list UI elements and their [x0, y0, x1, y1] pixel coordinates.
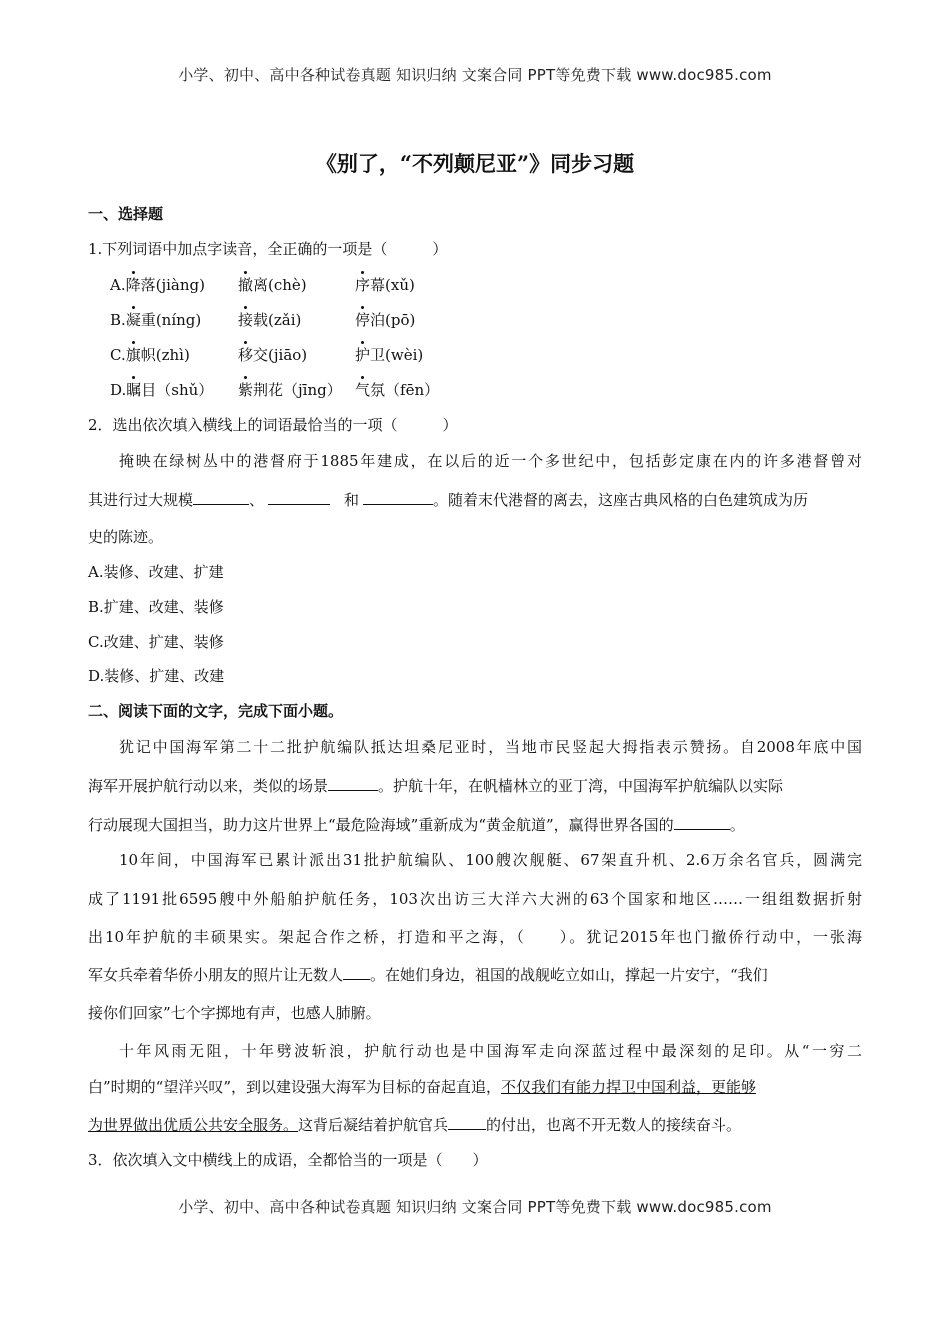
option-word-2: 荆花（jīng） — [253, 381, 342, 399]
option-word-3: 泊(pō) — [370, 311, 416, 329]
dotted-char: 凝 — [125, 311, 141, 329]
option-letter: B. — [110, 311, 126, 329]
dotted-char: 接 — [238, 311, 254, 329]
page-title: 《别了，“不列颠尼亚”》同步习题 — [315, 151, 635, 176]
option-word-1: 落(jiàng) — [140, 276, 205, 294]
option-letter: C. — [110, 346, 126, 364]
dotted-char: 停 — [355, 311, 371, 329]
option-word-1: 目（shǔ） — [141, 381, 214, 399]
option-word-2: 离(chè) — [253, 276, 307, 294]
q1-option-b[interactable] — [110, 309, 416, 330]
q2-option-c[interactable]: C.改建、扩建、装修 — [88, 633, 224, 651]
dotted-char: 旗 — [125, 346, 141, 364]
dotted-char: 序 — [355, 276, 371, 294]
option-letter: D. — [110, 381, 127, 399]
q1-option-d[interactable] — [110, 379, 440, 400]
option-word-1: 帜(zhì) — [140, 346, 190, 364]
reading-line-1: 犹记中国海军第二十二批护航编队抵达坦桑尼亚时，当地市民竖起大拇指表示赞扬。自2008年底中国 — [119, 738, 862, 756]
fill-blank[interactable] — [268, 489, 330, 505]
q2-passage-line-3: 史的陈迹。 — [88, 528, 164, 546]
q2-passage-line-1: 掩映在绿树丛中的港督府于1885年建成，在以后的近一个多世纪中，包括彭定康在内的许多港督曾对 — [119, 452, 862, 470]
fill-blank[interactable] — [674, 814, 730, 830]
q2-option-a[interactable]: A.装修、改建、扩建 — [88, 563, 224, 581]
reading-line-8: 接你们回家”七个字掷地有声，也感人肺腑。 — [88, 1004, 381, 1022]
reading-line-3: 行动展现大国担当，助力这片世界上“最危险海域”重新成为“黄金航道”，赢得世界各国的 。 — [88, 816, 745, 834]
section1-heading: 一、选择题 — [88, 205, 164, 223]
reading-line-9: 十年风雨无阻，十年劈波斩浪，护航行动也是中国海军走向深蓝过程中最深刻的足印。从“一穷二 — [119, 1042, 862, 1060]
dotted-char: 紫 — [238, 381, 254, 399]
dotted-char: 撤 — [238, 276, 254, 294]
page-header: 小学、初中、高中各种试卷真题 知识归纳 文案合同 PPT等免费下载 www.doc985.com — [178, 66, 772, 84]
fill-blank[interactable] — [328, 775, 378, 791]
fill-blank[interactable] — [193, 489, 249, 505]
fill-blank[interactable] — [448, 1114, 486, 1130]
underlined-sentence: 为世界做出优质公共安全服务。 — [88, 1116, 299, 1134]
reading-line-11: 为世界做出优质公共安全服务。这背后凝结着护航官兵 的付出，也离不开无数人的接续奋斗。 — [88, 1116, 742, 1134]
reading-line-4: 10年间，中国海军已累计派出31批护航编队、100艘次舰艇、67架直升机、2.6万余名官兵，圆满完 — [119, 851, 862, 869]
q1-stem: 1.下列词语中加点字读音，全正确的一项是（ ） — [88, 240, 448, 258]
reading-line-2: 海军开展护航行动以来，类似的场景 。护航十年，在帆樯林立的亚丁湾，中国海军护航编队以实际 — [88, 777, 784, 795]
dotted-char: 护 — [355, 346, 371, 364]
reading-line-6: 出10年护航的丰硕果实。架起合作之桥，打造和平之海，（ ）。犹记2015年也门撤侨行动中，一张海 — [88, 928, 862, 946]
dotted-char: 移 — [238, 346, 254, 364]
option-word-3: 氛（fēn） — [370, 381, 440, 399]
option-word-3: 卫(wèi) — [370, 346, 424, 364]
option-word-3: 幕(xǔ) — [370, 276, 415, 294]
dotted-char: 瞩 — [126, 381, 142, 399]
fill-blank[interactable] — [343, 964, 370, 980]
dotted-char: 气 — [355, 381, 371, 399]
option-word-1: 重(níng) — [140, 311, 202, 329]
dotted-char: 降 — [125, 276, 141, 294]
reading-line-7: 军女兵牵着华侨小朋友的照片让无数人 。在她们身边，祖国的战舰屹立如山，撑起一片安宁，“我们 — [88, 966, 768, 984]
option-word-2: 载(zǎi) — [253, 311, 302, 329]
section2-heading: 二、阅读下面的文字，完成下面小题。 — [88, 702, 344, 720]
option-letter: A. — [110, 276, 126, 294]
q2-option-d[interactable]: D.装修、扩建、改建 — [88, 667, 225, 685]
q3-stem: 3．依次填入文中横线上的成语，全都恰当的一项是（ ） — [88, 1151, 488, 1169]
reading-line-5: 成了1191批6595艘中外船舶护航任务，103次出访三大洋六大洲的63个国家和地区……一组组数据折射 — [88, 890, 862, 908]
underlined-sentence: 不仅我们有能力捍卫中国利益，更能够 — [501, 1078, 757, 1096]
q2-passage-line-2: 其进行过大规模 、 和 。随着末代港督的离去，这座古典风格的白色建筑成为历 — [88, 491, 809, 509]
q2-stem: 2．选出依次填入横线上的词语最恰当的一项（ ） — [88, 416, 458, 434]
reading-line-10: 白”时期的“望洋兴叹”，到以建设强大海军为目标的奋起直追，不仅我们有能力捍卫中国利益，更能够 — [88, 1078, 757, 1096]
page-footer: 小学、初中、高中各种试卷真题 知识归纳 文案合同 PPT等免费下载 www.doc985.com — [178, 1198, 772, 1216]
q1-option-a[interactable] — [110, 274, 415, 295]
option-word-2: 交(jiāo) — [253, 346, 308, 364]
q1-option-c[interactable] — [110, 344, 424, 365]
q2-option-b[interactable]: B.扩建、改建、装修 — [88, 598, 224, 616]
fill-blank[interactable] — [363, 489, 433, 505]
